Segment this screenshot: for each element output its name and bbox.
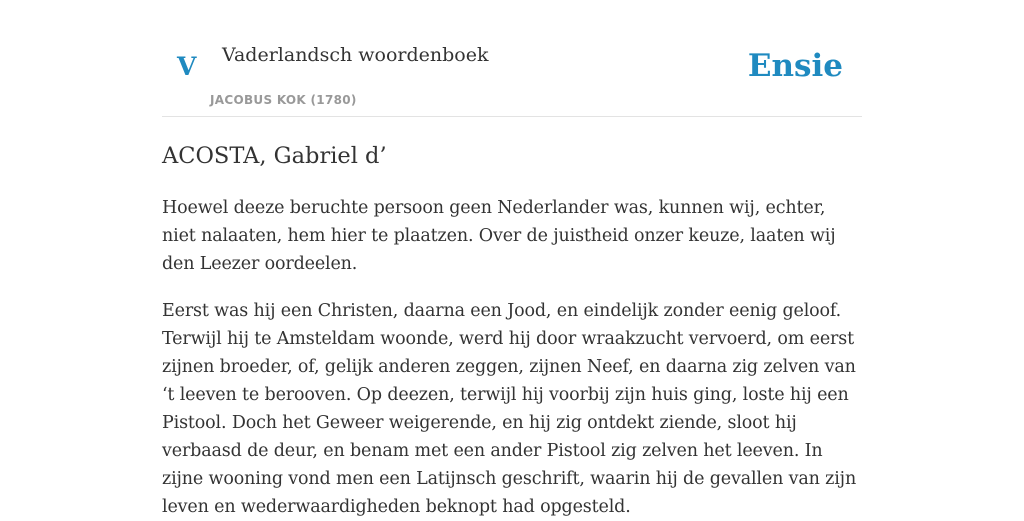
ensie-logo-link[interactable]: Ensie	[747, 48, 843, 84]
entry-title: ACOSTA, Gabriel d’	[162, 143, 387, 169]
book-header	[162, 0, 862, 117]
book-letter-badge[interactable]: V	[177, 52, 197, 81]
book-title-link[interactable]: Vaderlandsch woordenboek	[222, 44, 489, 66]
book-author: JACOBUS KOK (1780)	[210, 93, 357, 107]
entry-paragraph-1: Hoewel deeze beruchte persoon geen Nederlander was, kunnen wij, echter, niet nalaaten, hem hier te plaatzen. Over de juistheid onzer keuze, laaten wij den Leezer oordeelen.	[162, 198, 836, 274]
entry-paragraph-2: Eerst was hij een Christen, daarna een Jood, en eindelijk zonder eenig geloof. Terwijl hij te Amsteldam woonde, werd hij door wraakzucht vervoerd, om eerst zijnen broeder, of, gelijk anderen zeggen, zijnen Neef, en daarna zig zelven van ‘t leeven te berooven. Op deezen, terwijl hij voorbij zijn huis ging, loste hij een Pistool. Doch het Geweer weigerende, en hij zig ontdekt ziende, sloot hij verbaasd de deur, en benam met een ander Pistool zig zelven het leeven. In zijne wooning vond men een Latijnsch geschrift, waarin hij de gevallen van zijn leven en wederwaardigheden beknopt had opgesteld.	[162, 301, 857, 517]
page	[162, 0, 862, 521]
